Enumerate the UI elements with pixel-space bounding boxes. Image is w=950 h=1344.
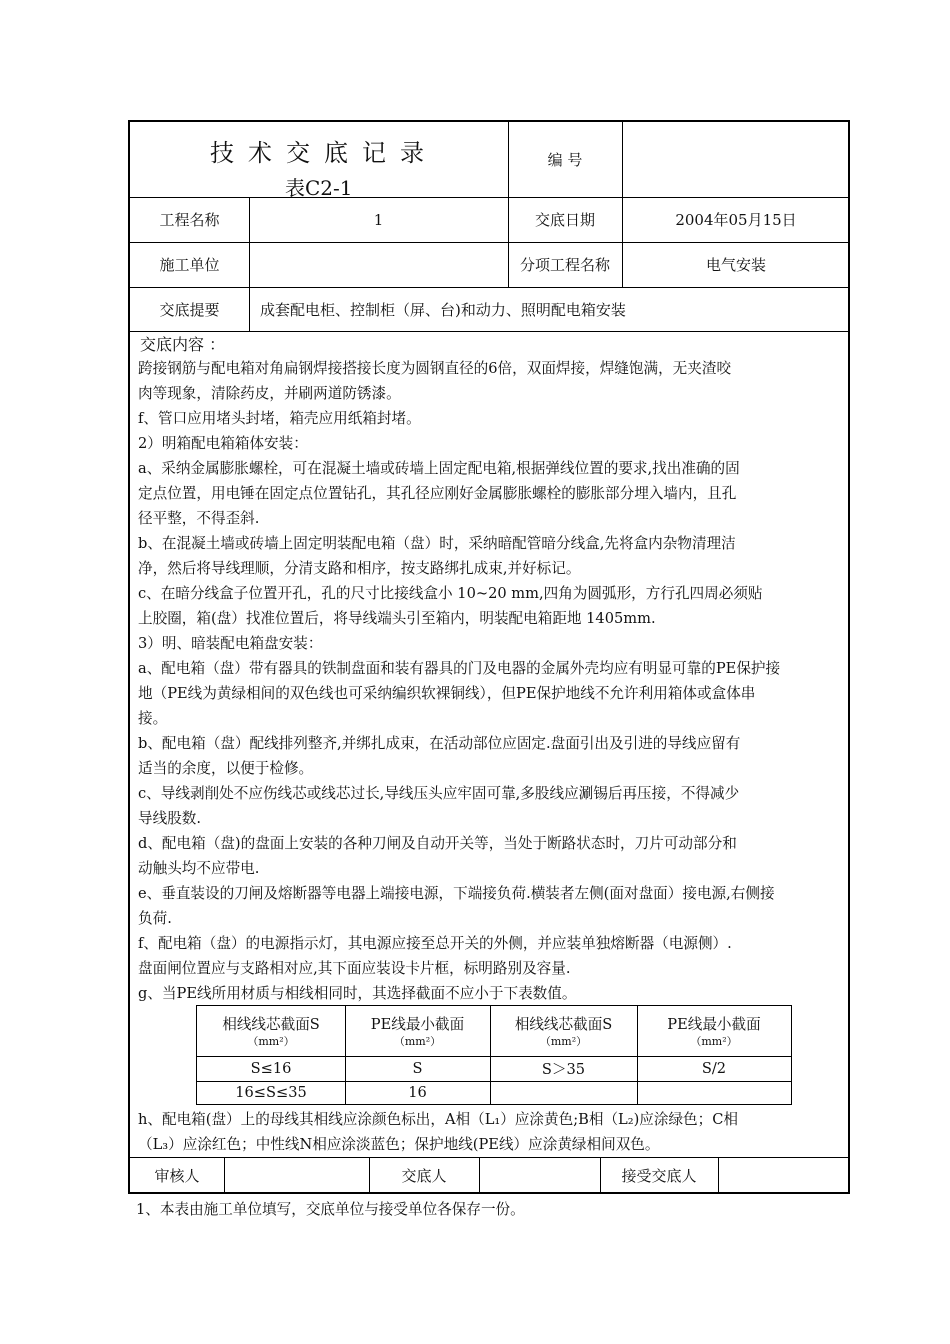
pe-section-table bbox=[196, 1005, 792, 1105]
presenter-value[interactable] bbox=[479, 1157, 600, 1194]
header-label: 相线线芯截面S bbox=[514, 1015, 613, 1033]
project-name-value: 1 bbox=[373, 210, 384, 229]
table-cell: S＞35 bbox=[541, 1061, 586, 1078]
table-cell: 16≤S≤35 bbox=[235, 1084, 307, 1101]
header-unit: （mm²） bbox=[690, 1034, 738, 1048]
content-line: 跨接钢筋与配电箱对角扁钢焊接搭接长度为圆钢直径的6倍，双面焊接，焊缝饱满，无夹渣咬 bbox=[138, 360, 732, 377]
content-line: 导线股数. bbox=[138, 810, 202, 827]
content-line: g、当PE线所用材质与相线相同时，其选择截面不应小于下表数值。 bbox=[138, 985, 577, 1002]
table-cell: S≤16 bbox=[250, 1060, 292, 1077]
content-line: e、垂直装设的刀闸及熔断器等电器上端接电源，下端接负荷.横装者左侧(面对盘面）接电源,右侧接 bbox=[138, 885, 775, 902]
content-line: f、管口应用堵头封堵，箱壳应用纸箱封堵。 bbox=[138, 410, 421, 427]
content-line: 2）明箱配电箱箱体安装： bbox=[138, 435, 308, 452]
receiver-value[interactable] bbox=[718, 1157, 850, 1194]
content-line: 肉等现象，清除药皮，并刷两道防锈漆。 bbox=[138, 385, 401, 402]
content-line: c、导线剥削处不应伤线芯或线芯过长,导线压头应牢固可靠,多股线应涮锡后再压接，不得减少 bbox=[138, 785, 740, 802]
table-header-cell bbox=[637, 1006, 791, 1056]
receiver-label: 接受交底人 bbox=[621, 1167, 697, 1185]
content-line: b、配电箱（盘）配线排列整齐,并绑扎成束，在活动部位应固定.盘面引出及引进的导线应留有 bbox=[138, 735, 741, 752]
content-line: a、采纳金属膨胀螺栓，可在混凝土墙或砖墙上固定配电箱,根据弹线位置的要求,找出准确的固 bbox=[138, 460, 740, 477]
construction-unit-label: 施工单位 bbox=[159, 256, 220, 274]
reviewer-value[interactable] bbox=[224, 1157, 369, 1194]
table-cell bbox=[637, 1081, 791, 1104]
content-line: 地（PE线为黄绿相间的双色线也可采纳编织软裸铜线），但PE保护地线不允许利用箱体或盒体串 bbox=[138, 685, 756, 702]
date-label: 交底日期 bbox=[534, 211, 595, 229]
project-name-label: 工程名称 bbox=[159, 211, 220, 229]
content-line: 净，然后将导线理顺，分清支路和相序，按支路绑扎成束,并好标记。 bbox=[138, 560, 581, 577]
disclosure-content bbox=[138, 334, 840, 1006]
technical-disclosure-form bbox=[128, 120, 850, 1194]
reviewer-label: 审核人 bbox=[154, 1167, 200, 1185]
content-heading: 交底内容 ： bbox=[140, 335, 226, 354]
content-line: 径平整，不得歪斜. bbox=[138, 510, 260, 527]
content-line: a、配电箱（盘）带有器具的铁制盘面和装有器具的门及电器的金属外壳均应有明显可靠的PE保护接 bbox=[138, 660, 781, 677]
content-line: 定点位置，用电锤在固定点位置钻孔，其孔径应刚好金属膨胀螺栓的膨胀部分埋入墙内，且孔 bbox=[138, 485, 737, 502]
header-label: PE线最小截面 bbox=[667, 1015, 761, 1033]
table-cell bbox=[490, 1081, 637, 1104]
content-line: b、在混凝土墙或砖墙上固定明装配电箱（盘）时，采纳暗配管暗分线盒,先将盒内杂物清理洁 bbox=[138, 535, 736, 552]
number-label: 编 号 bbox=[547, 151, 583, 169]
subproject-value: 电气安装 bbox=[705, 256, 766, 274]
header-label: 相线线芯截面S bbox=[222, 1015, 320, 1033]
summary-value: 成套配电柜、控制柜（屏、台)和动力、照明配电箱安装 bbox=[260, 300, 626, 319]
number-value bbox=[622, 122, 850, 197]
header-unit: （mm²） bbox=[247, 1034, 295, 1048]
form-code: 表C2-1 bbox=[285, 176, 353, 200]
summary-label: 交底提要 bbox=[159, 300, 220, 319]
content-line: 动触头均不应带电. bbox=[138, 860, 260, 877]
content-line: f、配电箱（盘）的电源指示灯，其电源应接至总开关的外侧，并应装单独熔断器（电源侧）. bbox=[138, 935, 732, 952]
date-value: 2004年05月15日 bbox=[675, 211, 797, 229]
content-line: 3）明、暗装配电箱盘安装： bbox=[138, 635, 323, 652]
content-line: h、配电箱(盘）上的母线其相线应涂颜色标出，A相（L₁）应涂黄色;B相（L₂)应涂绿色；C相 bbox=[138, 1111, 739, 1128]
disclosure-content-continued bbox=[138, 1107, 840, 1157]
grid-line bbox=[130, 331, 848, 332]
table-header-cell bbox=[197, 1006, 345, 1056]
content-line: 适当的余度，以便于检修。 bbox=[138, 760, 314, 777]
header-unit: （mm²） bbox=[539, 1034, 588, 1048]
content-line: 盘面闸位置应与支路相对应,其下面应装设卡片框，标明路别及容量. bbox=[138, 960, 571, 977]
header-unit: （mm²） bbox=[393, 1034, 442, 1048]
content-line: d、配电箱（盘)的盘面上安装的各种刀闸及自动开关等，当处于断路状态时，刀片可动部分和 bbox=[138, 835, 737, 852]
table-cell: 16 bbox=[408, 1084, 427, 1101]
content-line: 上胶圈，箱(盘）找准位置后，将导线端头引至箱内，明装配电箱距地 1405mm. bbox=[138, 610, 656, 627]
content-line: c、在暗分线盒子位置开孔，孔的尺寸比接线盒小 10~20 mm,四角为圆弧形，方行孔四周必须贴 bbox=[138, 585, 763, 602]
construction-unit-value bbox=[249, 242, 508, 287]
subproject-label: 分项工程名称 bbox=[519, 256, 610, 274]
table-cell: S bbox=[412, 1060, 423, 1077]
table-header-cell bbox=[345, 1006, 490, 1056]
table-header-cell bbox=[490, 1006, 637, 1056]
footnote: 1、本表由施工单位填写，交底单位与接受单位各保存一份。 bbox=[136, 1201, 525, 1218]
content-line: 接。 bbox=[138, 710, 168, 727]
header-label: PE线最小截面 bbox=[370, 1015, 465, 1033]
presenter-label: 交底人 bbox=[401, 1167, 447, 1185]
content-line: （L₃）应涂红色；中性线N相应涂淡蓝色；保护地线(PE线）应涂黄绿相间双色。 bbox=[138, 1136, 660, 1153]
table-cell: S/2 bbox=[701, 1060, 727, 1077]
form-title: 技术交底记录 bbox=[210, 139, 438, 167]
content-line: 负荷. bbox=[138, 910, 172, 927]
